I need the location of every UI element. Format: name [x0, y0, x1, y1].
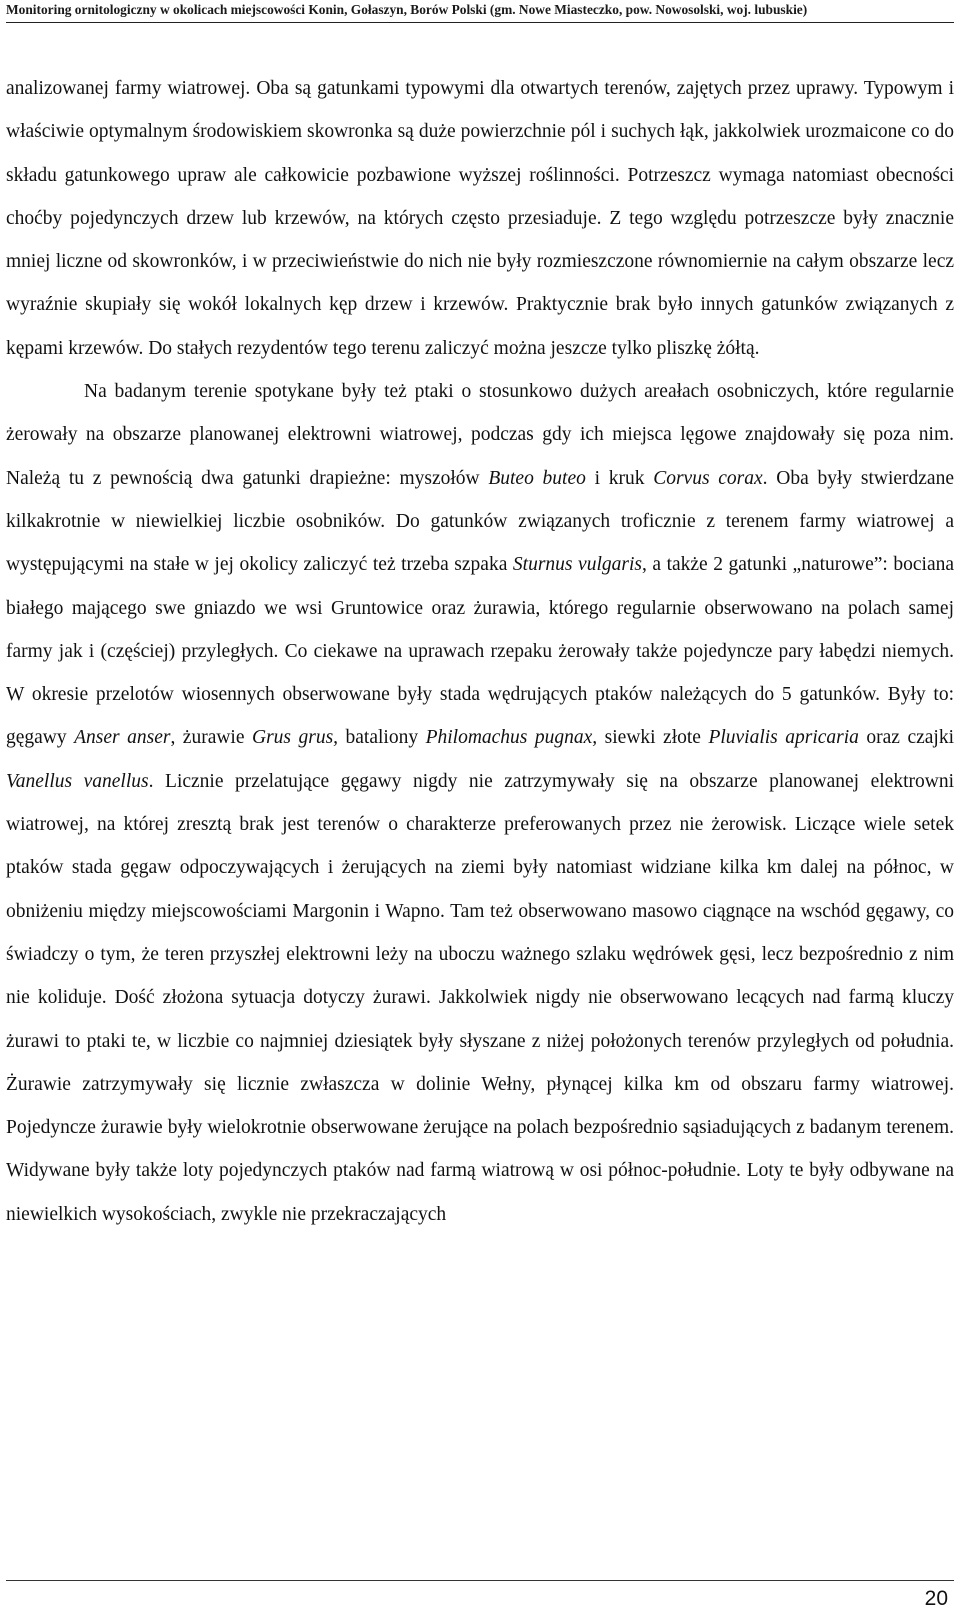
footer-divider — [6, 1580, 954, 1581]
page-number: 20 — [924, 1587, 948, 1610]
text-segment: Na badanym terenie spotykane były też ptaki o stosunkowo dużych areałach osobniczych, które regularnie żerowały na obszarze planowanej elektrowni wiatrowej, podczas gdy ich miejsca lęgowe znajdowały się poza nim. Należą tu z pewnością dwa gatunki drapieżne: myszołów — [6, 381, 954, 489]
text-segment: . Licznie przelatujące gęgawy nigdy nie zatrzymywały się na obszarze planowanej elektrowni wiatrowej, na której zresztą brak jest terenów o charakterze preferowanych przez nie żerowisk. Liczące wiele setek ptaków stada gęgaw odpoczywających i żerujących na ziemi były natomiast widziane kilka km dalej na północ, w obniżeniu między miejscowościami Margonin i Wapno. Tam też obserwowano masowo ciągnące na wschód gęgawy, co świadczy o tym, że teren przyszłej elektrowni leży na uboczu ważnego szlaku wędrówek gęsi, lecz bezpośrednio z nim nie koliduje. Dość złożona sytuacja dotyczy żurawi. Jakkolwiek nigdy nie obserwowano lecących nad farmą kluczy żurawi to ptaki te, w liczbie co najmniej dziesiątek były słyszane z niżej położonych terenów przyległych od południa. Żurawie zatrzymywały się licznie zwłaszcza w dolinie Wełny, płynącej kilka km od obszaru farmy wiatrowej. Pojedyncze żurawie były wielokrotnie obserwowane żerujące na polach bezpośrednio sąsiadujących z badanym terenem. Widywane były także loty pojedynczych ptaków nad farmą wiatrową w osi północ-południe. Loty te były odbywane na niewielkich wysokościach, zwykle nie przekraczających — [6, 770, 954, 1225]
species-name: Corvus corax — [653, 467, 763, 489]
species-name: Grus grus, — [252, 727, 339, 749]
species-name: Pluvialis apricaria — [708, 727, 859, 749]
species-name: Philomachus pugnax, — [425, 727, 598, 749]
paragraph-2 — [6, 370, 954, 1236]
text-segment: bataliony — [338, 727, 426, 749]
body-text — [6, 67, 954, 1236]
species-name: Buteo buteo — [488, 467, 586, 489]
paragraph-1 — [6, 67, 954, 370]
text-segment: siewki złote — [597, 727, 709, 749]
text-segment: oraz czajki — [858, 727, 954, 749]
species-name: Anser anser — [74, 727, 171, 749]
text-segment: . Oba były stwierdzane kilkakrotnie w niewielkiej liczbie osobników. Do gatunków związanych troficznie z terenem farmy wiatrowej a występującymi na stałe w jej okolicy zaliczyć też trzeba szpaka — [6, 467, 954, 576]
text-segment: analizowanej farmy wiatrowej. Oba są gatunkami typowymi dla otwartych terenów, zajętych przez uprawy. Typowym i właściwie optymalnym środowiskiem skowronka są duże powierzchnie pól i suchych łąk, jakkolwiek urozmaicone co do składu gatunkowego upraw ale całkowicie pozbawione wyższej roślinności. Potrzeszcz wymaga natomiast obecności choćby pojedynczych drzew lub krzewów, na których często przesiaduje. Z tego względu potrzeszcze były znacznie mniej liczne od skowronków, i w przeciwieństwie do nich nie były rozmieszczone równomiernie na całym obszarze lecz wyraźnie skupiały się wokół lokalnych kęp drzew i krzewów. Praktycznie brak było innych gatunków związanych z kępami krzewów. Do stałych rezydentów tego terenu zaliczyć można jeszcze tylko pliszkę żółtą. — [6, 78, 954, 359]
species-name: Vanellus vanellus — [6, 770, 149, 792]
header-divider — [6, 22, 954, 23]
text-segment: , a także 2 gatunki „naturowe”: bociana białego mającego swe gniazdo we wsi Gruntowice oraz żurawia, którego regularnie obserwowano na polach samej farmy jak i (częściej) przyległych. Co ciekawe na uprawach rzepaku żerowały także pojedyncze pary łabędzi niemych. W okresie przelotów wiosennych obserwowane były stada wędrujących ptaków należących do 5 gatunków. Były to: gęgawy — [6, 554, 955, 749]
species-name: Sturnus vulgaris — [512, 554, 642, 576]
text-segment: i kruk — [585, 467, 654, 489]
text-segment: , żurawie — [170, 727, 252, 749]
page-header: Monitoring ornitologiczny w okolicach miejscowości Konin, Gołaszyn, Borów Polski (gm. Nowe Miasteczko, pow. Nowosolski, woj. lubuskie) — [6, 2, 808, 17]
